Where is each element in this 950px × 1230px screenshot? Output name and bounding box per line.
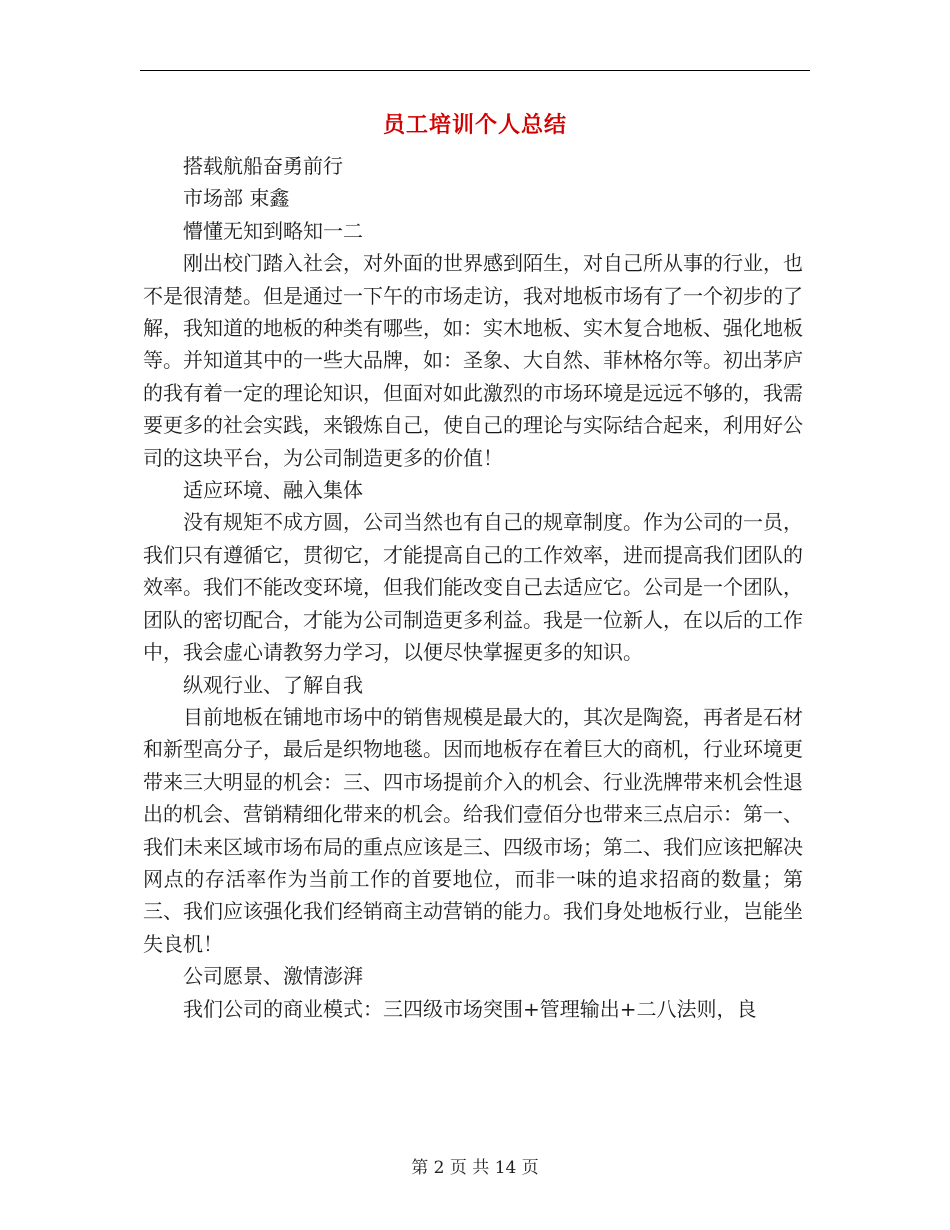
body-paragraph: 刚出校门踏入社会，对外面的世界感到陌生，对自己所从事的行业，也不是很清楚。但是通过一下午的市场走访，我对地板市场有了一个初步的了解，我知道的地板的种类有哪些，如：实木地板、实木复合地板、强化地板等。并知道其中的一些大品牌，如：圣象、大自然、菲林格尔等。初出茅庐的我有着一定的理论知识，但面对如此激烈的市场环境是远远不够的，我需要更多的社会实践，来锻炼自己，使自己的理论与实际结合起来，利用好公司的这块平台，为公司制造更多的价值！: [143, 251, 803, 470]
body-paragraph: 我们公司的商业模式：三四级市场突围+管理输出+二八法则，良: [183, 996, 757, 1021]
section-heading: 懵懂无知到略知一二: [183, 218, 363, 243]
page-number: 第 2 页 共 14 页: [411, 1158, 539, 1178]
body-paragraph: 目前地板在铺地市场中的销售规模是最大的，其次是陶瓷，再者是石材和新型高分子，最后是织物地毯。因而地板存在着巨大的商机，行业环境更带来三大明显的机会：三、四市场提前介入的机会、行业洗牌带来机会性退出的机会、营销精细化带来的机会。给我们壹佰分也带来三点启示：第一、我们未来区域市场布局的重点应该是三、四级市场；第二、我们应该把解决网点的存活率作为当前工作的首要地位，而非一味的追求招商的数量；第三、我们应该强化我们经销商主动营销的能力。我们身处地板行业，岂能坐失良机！: [143, 704, 803, 956]
section-heading: 公司愿景、激情澎湃: [183, 964, 363, 989]
section-heading: 纵观行业、了解自我: [183, 672, 363, 697]
author-line: 市场部 束鑫: [183, 186, 290, 211]
document-body: [143, 150, 803, 1025]
section-heading: 搭载航船奋勇前行: [183, 154, 343, 178]
body-paragraph: 没有规矩不成方圆，公司当然也有自己的规章制度。作为公司的一员，我们只有遵循它，贯彻它，才能提高自己的工作效率，进而提高我们团队的效率。我们不能改变环境，但我们能改变自己去适应它。公司是一个团队，团队的密切配合，才能为公司制造更多利益。我是一位新人，在以后的工作中，我会虚心请教努力学习，以便尽快掌握更多的知识。: [143, 510, 803, 665]
document-title: 员工培训个人总结: [382, 112, 567, 138]
header-rule: [140, 70, 810, 71]
section-heading: 适应环境、融入集体: [183, 478, 363, 503]
